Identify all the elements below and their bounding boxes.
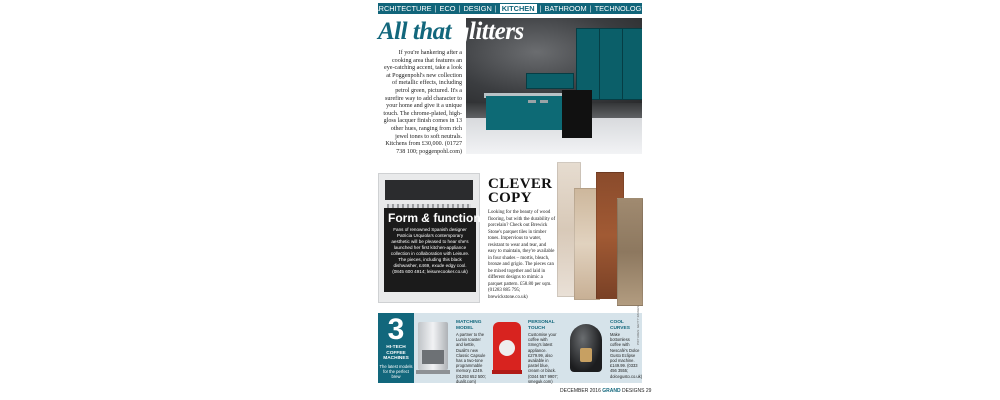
intro-text: If you're hankering after a cooking area that features an eye-catching accent, take a look at Poggenpohl's new collection of metallic effects, including petrol green, pictured. It's a surefire way to add character to your home and give it a unique touch. The chrome-plated, high-gloss lacquer finish comes in 13 other hues, ranging from rich jewel tones to soft neutrals. Kitchens from £30,000. (01727 738 100; poggenpohl.com) xyxy=(383,50,462,155)
headline-part1: All that xyxy=(378,18,457,45)
coffee-section-label xyxy=(378,313,414,383)
dishwasher-panel xyxy=(385,180,473,200)
form-function-title-a: Form xyxy=(388,211,422,225)
page-footer xyxy=(560,388,652,394)
headline xyxy=(378,18,558,46)
kitchen-cabinet xyxy=(622,28,642,100)
category-separator: | xyxy=(458,4,461,13)
footer-brand-2: DESIGNS xyxy=(621,388,645,394)
category-design[interactable]: DESIGN xyxy=(463,4,492,13)
clever-copy-body: Looking for the beauty of wood flooring, but with the durability of porcelain? Check out Brewick Stone's parquet tiles in timber tones. Impervious to water, resistant to wear and tear, and easy to maintain, they're available in four shades – mortis, bleach, bronze and grigio. The pieces can be mixed together and laid in different designs to mimic a parquet pattern. £58.80 per sqm. (01283 885 795; brewickstone.co.uk) xyxy=(488,210,556,300)
kitchen-cabinet xyxy=(599,28,623,100)
footer-date: DECEMBER 2016 xyxy=(560,388,601,394)
category-separator: | xyxy=(494,4,497,13)
form-function-title xyxy=(388,211,481,225)
clever-copy-title-line2: COPY xyxy=(488,190,532,206)
category-eco[interactable]: ECO xyxy=(439,4,456,13)
bar-stool xyxy=(528,100,536,103)
form-function-title-b: function xyxy=(430,211,481,225)
coffee-item-3-title: COOL CURVES xyxy=(610,320,630,331)
dualit-coffee-machine xyxy=(416,320,450,376)
coffee-item-2-body: Customise your coffee with Smeg's latest appliance. £279.99, also available in pastel blue, cream or black. (0344 557 9907; smeguk.com) xyxy=(528,332,558,384)
category-technology[interactable]: TECHNOLOGY xyxy=(594,4,647,13)
category-kitchen[interactable]: KITCHEN xyxy=(501,4,535,13)
category-separator: | xyxy=(434,4,437,13)
coffee-item-1-title: MATCHING MODEL xyxy=(456,320,482,331)
form-function-box xyxy=(384,208,481,292)
category-separator: | xyxy=(589,4,592,13)
coffee-heading: HI-TECH COFFEE MACHINES xyxy=(383,345,409,362)
clever-copy-title-line1: CLEVER xyxy=(488,176,553,192)
form-function-ampersand: & xyxy=(421,211,431,225)
page-number: 29 xyxy=(645,388,652,394)
smeg-coffee-machine xyxy=(490,320,524,376)
photo-credit: PICTURES: GETTY IMAGES xyxy=(636,305,640,345)
footer-brand: GRAND xyxy=(602,388,621,394)
coffee-subheading: The latest models for the perfect brew xyxy=(379,363,413,379)
category-architecture[interactable]: ARCHITECTURE xyxy=(373,4,432,13)
coffee-item-2-title: PERSONAL TOUCH xyxy=(528,320,555,331)
category-bathroom[interactable]: BATHROOM xyxy=(544,4,587,13)
wood-plank-tile xyxy=(617,198,643,306)
bar-stool xyxy=(540,100,548,103)
category-separator: | xyxy=(539,4,542,13)
coffee-item-1-body: A partner to the Lumin toaster and kettle, Dualit's new Classic Capsule has a two-tone programmable memory. £249. (01293 652 500; dualit.com) xyxy=(456,332,486,384)
kitchen-cabinet xyxy=(526,73,574,89)
form-function-body: Fans of renowned Spanish designer Patricia Urquiola's contemporary aesthetic will be pleased to hear she's launched her first kitchen-appliance collection in collaboration with Leisure. The pieces, including this black dishwasher, £469, exude edgy cool. (0845 600 4914; leisurecooker.co.uk) xyxy=(390,227,470,274)
kitchen-island xyxy=(486,96,566,130)
coffee-item-3-body: Make bottomless coffee with Nescafé's Dolce Gusto Eclipse pod machine. £149.99. (0333 456 3555; dolcegusto.co.uk) xyxy=(610,332,643,379)
headline-part2: glitters xyxy=(456,18,524,45)
kitchen-black-block xyxy=(562,90,592,138)
dolce-gusto-machine xyxy=(566,322,606,376)
clever-copy-title xyxy=(488,177,558,205)
category-nav xyxy=(373,3,647,14)
coffee-count: 3 xyxy=(387,313,405,346)
